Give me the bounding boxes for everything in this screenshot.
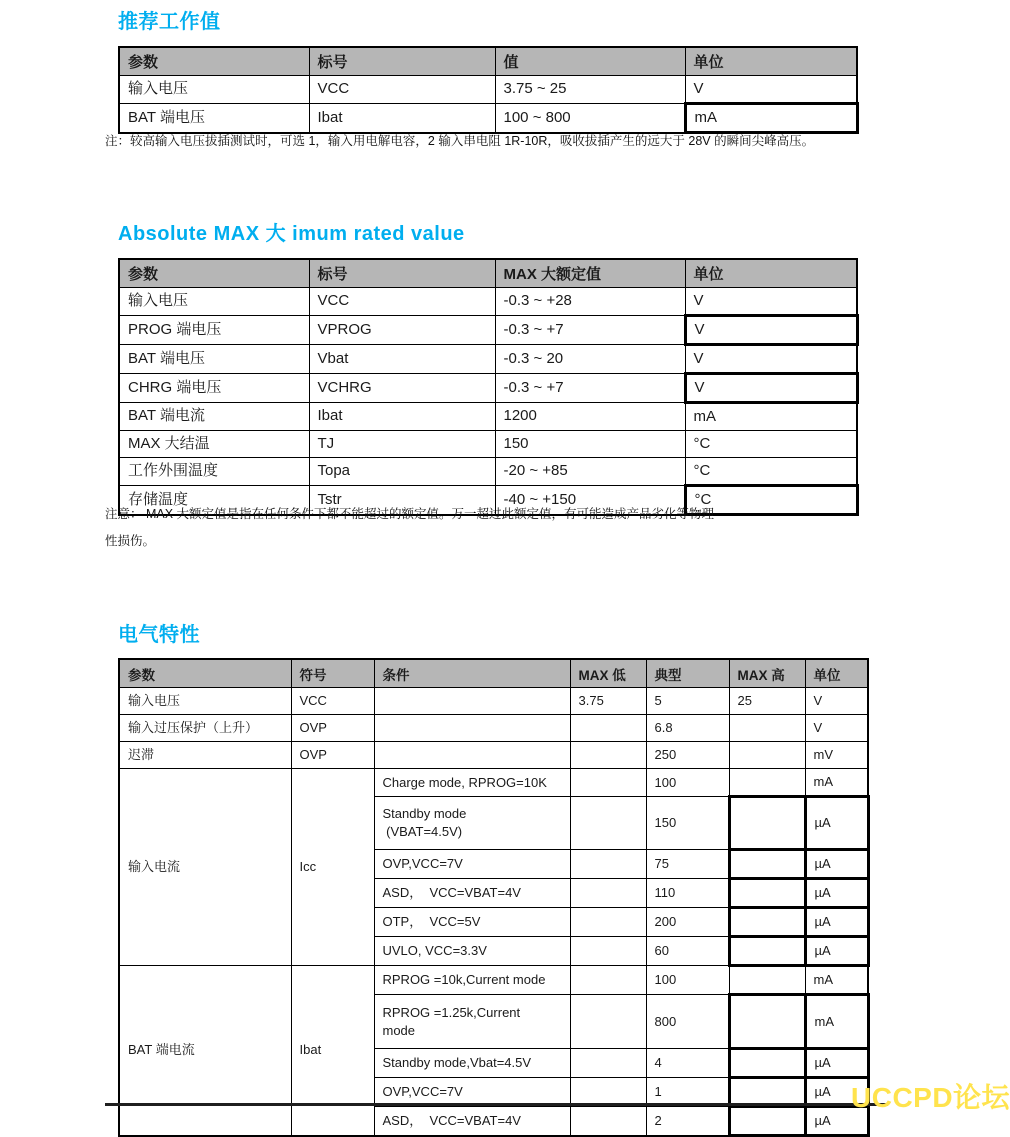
table-cell: 3.75 ~ 25: [495, 76, 685, 104]
table-cell: [570, 742, 646, 769]
table-cell: VPROG: [309, 316, 495, 345]
table-cell: 输入电压: [119, 688, 291, 715]
table-cell: 输入电压: [119, 288, 309, 316]
table-cell: 2: [646, 1107, 729, 1136]
table-cell: 110: [646, 879, 729, 908]
table-cell: [570, 850, 646, 879]
electrical-characteristics-table: [118, 658, 870, 1137]
table-cell: V: [685, 374, 857, 403]
note-recommended-values: 注：较高输入电压拔插测试时，可选 1，输入用电解电容，2 输入串电阻 1R-10R，吸收拔插产生的远大于 28V 的瞬间尖峰高压。: [105, 134, 815, 148]
table-cell: [729, 995, 805, 1049]
table-cell: 150: [495, 431, 685, 458]
table-row: [119, 966, 868, 995]
table-row: [119, 742, 868, 769]
table-cell: BAT 端电压: [119, 104, 309, 133]
footer-rule: [105, 1103, 888, 1106]
table-cell: 4: [646, 1049, 729, 1078]
table-cell: BAT 端电流: [119, 966, 291, 1136]
table-row: [119, 458, 857, 486]
electrical-characteristics: [118, 658, 870, 1137]
table-cell: 输入电流: [119, 769, 291, 966]
table-cell: -0.3 ~ +7: [495, 316, 685, 345]
table-cell: 25: [729, 688, 805, 715]
absolute-maximum-ratings: [118, 258, 859, 516]
column-header: 参数: [119, 659, 291, 688]
table-cell: -0.3 ~ 20: [495, 345, 685, 374]
table-cell: 200: [646, 908, 729, 937]
table-cell: MAX 大结温: [119, 431, 309, 458]
table-cell: [570, 937, 646, 966]
table-cell: RPROG =10k,Current mode: [374, 966, 570, 995]
table-cell: [570, 769, 646, 797]
table-cell: Charge mode, RPROG=10K: [374, 769, 570, 797]
table-row: [119, 431, 857, 458]
table-cell: Standby mode,Vbat=4.5V: [374, 1049, 570, 1078]
table-cell: -0.3 ~ +7: [495, 374, 685, 403]
table-cell: -20 ~ +85: [495, 458, 685, 486]
table-cell: VCC: [291, 688, 374, 715]
table-cell: -40 ~ +150: [495, 486, 685, 515]
table-cell: mA: [685, 104, 857, 133]
column-header: MAX 低: [570, 659, 646, 688]
table-cell: 100: [646, 769, 729, 797]
table-cell: 迟滞: [119, 742, 291, 769]
table-row: [119, 288, 857, 316]
table-cell: Ibat: [291, 966, 374, 1136]
column-header: 符号: [291, 659, 374, 688]
table-cell: µA: [805, 937, 868, 966]
column-header: 值: [495, 47, 685, 76]
table-cell: 5: [646, 688, 729, 715]
table-cell: mA: [805, 995, 868, 1049]
table-cell: µA: [805, 850, 868, 879]
table-cell: [729, 769, 805, 797]
column-header: 单位: [805, 659, 868, 688]
table-cell: Vbat: [309, 345, 495, 374]
table-cell: -0.3 ~ +28: [495, 288, 685, 316]
table-cell: [570, 715, 646, 742]
table-row: [119, 374, 857, 403]
table-cell: °C: [685, 458, 857, 486]
table-cell: µA: [805, 1107, 868, 1136]
table-cell: [729, 1049, 805, 1078]
column-header: 单位: [685, 259, 857, 288]
table-cell: VCHRG: [309, 374, 495, 403]
table-cell: VCC: [309, 76, 495, 104]
table-cell: [570, 797, 646, 850]
note-absolute-max: 注意： MAX 大额定值是指在任何条件下都不能超过的额定值。万一超过此额定值，有可能造成产品劣化等物理 性损伤。: [105, 507, 715, 548]
table-cell: 60: [646, 937, 729, 966]
section-title-absolute-max: Absolute MAX 大 imum rated value: [118, 223, 465, 245]
watermark: UCCPD论坛: [851, 1082, 1010, 1113]
column-header: 条件: [374, 659, 570, 688]
table-cell: TJ: [309, 431, 495, 458]
table-cell: BAT 端电压: [119, 345, 309, 374]
table-cell: µA: [805, 1078, 868, 1107]
table-cell: 6.8: [646, 715, 729, 742]
table-cell: [729, 850, 805, 879]
table-row: [119, 316, 857, 345]
section-title-electrical-characteristics: 电气特性: [118, 624, 200, 646]
table-cell: ASD， VCC=VBAT=4V: [374, 879, 570, 908]
table-cell: [570, 995, 646, 1049]
table-cell: [570, 1049, 646, 1078]
table-cell: Icc: [291, 769, 374, 966]
table-cell: OVP,VCC=7V: [374, 1078, 570, 1107]
table-cell: mA: [685, 403, 857, 431]
table-cell: 250: [646, 742, 729, 769]
table-cell: µA: [805, 1049, 868, 1078]
table-cell: [374, 688, 570, 715]
table-cell: UVLO, VCC=3.3V: [374, 937, 570, 966]
table-cell: OVP: [291, 742, 374, 769]
column-header: 典型: [646, 659, 729, 688]
table-row: [119, 688, 868, 715]
table-cell: PROG 端电压: [119, 316, 309, 345]
absolute-max-table: [118, 258, 859, 516]
table-cell: [729, 908, 805, 937]
table-cell: V: [805, 715, 868, 742]
table-cell: [374, 742, 570, 769]
table-cell: 1: [646, 1078, 729, 1107]
table-cell: 150: [646, 797, 729, 850]
column-header: 参数: [119, 47, 309, 76]
table-cell: [729, 742, 805, 769]
table-cell: 输入过压保护（上升）: [119, 715, 291, 742]
table-cell: mV: [805, 742, 868, 769]
table-cell: OTP， VCC=5V: [374, 908, 570, 937]
table-cell: BAT 端电流: [119, 403, 309, 431]
table-cell: [374, 715, 570, 742]
table-cell: ASD， VCC=VBAT=4V: [374, 1107, 570, 1136]
table-cell: CHRG 端电压: [119, 374, 309, 403]
table-row: [119, 769, 868, 797]
table-cell: Ibat: [309, 104, 495, 133]
table-cell: Tstr: [309, 486, 495, 515]
table-row: [119, 345, 857, 374]
table-cell: V: [805, 688, 868, 715]
recommended-operating-values: [118, 46, 859, 134]
table-row: [119, 715, 868, 742]
table-cell: 工作外围温度: [119, 458, 309, 486]
table-cell: µA: [805, 797, 868, 850]
column-header: 标号: [309, 259, 495, 288]
table-cell: OVP,VCC=7V: [374, 850, 570, 879]
column-header: 单位: [685, 47, 857, 76]
table-cell: µA: [805, 908, 868, 937]
table-cell: [570, 1107, 646, 1136]
table-cell: mA: [805, 966, 868, 995]
table-cell: [729, 1107, 805, 1136]
table-cell: V: [685, 316, 857, 345]
table-cell: V: [685, 76, 857, 104]
table-cell: 75: [646, 850, 729, 879]
table-cell: 存储温度: [119, 486, 309, 515]
table-cell: °C: [685, 486, 857, 515]
table-cell: OVP: [291, 715, 374, 742]
table-cell: µA: [805, 879, 868, 908]
table-cell: [729, 797, 805, 850]
table-cell: 1200: [495, 403, 685, 431]
column-header: MAX 高: [729, 659, 805, 688]
table-cell: Standby mode (VBAT=4.5V): [374, 797, 570, 850]
table-cell: [570, 908, 646, 937]
table-cell: [729, 937, 805, 966]
table-cell: RPROG =1.25k,Current mode: [374, 995, 570, 1049]
table-row: [119, 403, 857, 431]
column-header: 参数: [119, 259, 309, 288]
recommended-values-table: [118, 46, 859, 134]
table-cell: VCC: [309, 288, 495, 316]
table-cell: Topa: [309, 458, 495, 486]
table-cell: mA: [805, 769, 868, 797]
table-cell: V: [685, 345, 857, 374]
table-row: [119, 76, 857, 104]
table-cell: [729, 715, 805, 742]
section-title-recommended-values: 推荐工作值: [118, 11, 221, 33]
table-cell: °C: [685, 431, 857, 458]
table-cell: 100: [646, 966, 729, 995]
table-cell: Ibat: [309, 403, 495, 431]
table-cell: [570, 966, 646, 995]
table-cell: [570, 879, 646, 908]
table-cell: 100 ~ 800: [495, 104, 685, 133]
table-cell: V: [685, 288, 857, 316]
column-header: 标号: [309, 47, 495, 76]
table-cell: 输入电压: [119, 76, 309, 104]
table-cell: [729, 966, 805, 995]
column-header: MAX 大额定值: [495, 259, 685, 288]
table-cell: 3.75: [570, 688, 646, 715]
table-cell: 800: [646, 995, 729, 1049]
table-cell: [729, 879, 805, 908]
